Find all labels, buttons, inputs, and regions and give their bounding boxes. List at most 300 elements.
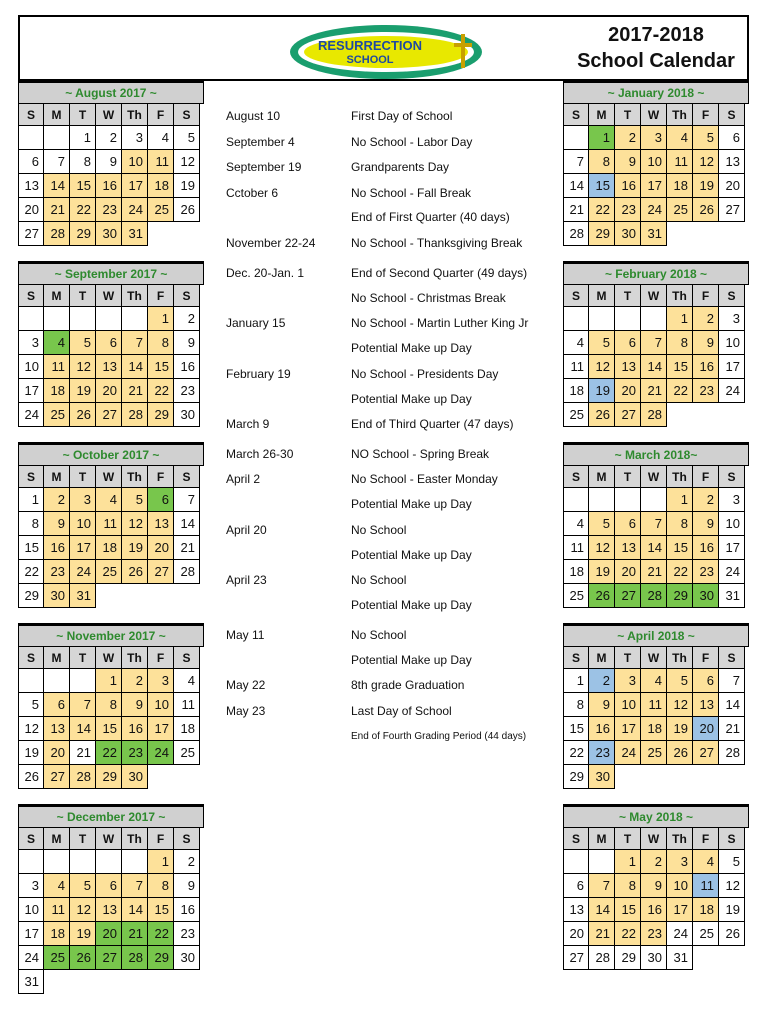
calendar-day: 1 <box>615 850 641 874</box>
calendar-day: 22 <box>96 741 122 765</box>
calendar-day: 7 <box>719 669 745 693</box>
calendar-day: 31 <box>719 584 745 608</box>
day-of-week-header: S <box>563 104 589 126</box>
calendar-day: 12 <box>18 717 44 741</box>
calendar-day: 10 <box>18 898 44 922</box>
calendar-day: 13 <box>96 898 122 922</box>
day-of-week-header: T <box>70 647 96 669</box>
calendar-day: 25 <box>96 560 122 584</box>
calendar-day: 24 <box>641 198 667 222</box>
calendar-day: 20 <box>148 536 174 560</box>
calendar-day: 21 <box>719 717 745 741</box>
calendar-day: 19 <box>667 717 693 741</box>
month-calendar <box>18 261 204 427</box>
empty-day-cell <box>693 765 719 789</box>
empty-day-cell <box>70 307 96 331</box>
calendar-day: 31 <box>641 222 667 246</box>
calendar-day: 26 <box>589 403 615 427</box>
event-description: No School - Thanksgiving Break <box>351 236 523 250</box>
calendar-day: 16 <box>174 898 200 922</box>
empty-day-cell <box>122 584 148 608</box>
month-title: ~ March 2018~ <box>563 442 749 466</box>
month-grid <box>563 466 749 608</box>
calendar-day: 26 <box>667 741 693 765</box>
calendar-day: 7 <box>70 693 96 717</box>
calendar-day: 4 <box>667 126 693 150</box>
day-of-week-header: M <box>44 104 70 126</box>
day-of-week-header: S <box>18 104 44 126</box>
calendar-day: 26 <box>70 946 96 970</box>
calendar-day: 7 <box>122 874 148 898</box>
day-of-week-header: M <box>589 285 615 307</box>
calendar-day: 14 <box>641 355 667 379</box>
day-of-week-header: W <box>96 285 122 307</box>
calendar-day: 14 <box>70 717 96 741</box>
empty-day-cell <box>174 584 200 608</box>
month-title: ~ October 2017 ~ <box>18 442 204 466</box>
calendar-day: 9 <box>615 150 641 174</box>
calendar-day: 6 <box>18 150 44 174</box>
day-of-week-header: S <box>719 104 745 126</box>
calendar-day: 12 <box>174 150 200 174</box>
calendar-day: 23 <box>122 741 148 765</box>
day-of-week-header: F <box>148 647 174 669</box>
calendar-day: 6 <box>693 669 719 693</box>
calendar-day: 27 <box>693 741 719 765</box>
calendar-day: 11 <box>563 355 589 379</box>
calendar-day: 16 <box>589 717 615 741</box>
day-of-week-header: T <box>615 104 641 126</box>
calendar-day: 11 <box>148 150 174 174</box>
calendar-day: 2 <box>44 488 70 512</box>
day-of-week-header: M <box>44 828 70 850</box>
calendar-day: 24 <box>18 946 44 970</box>
event-description: End of Fourth Grading Period (44 days) <box>351 731 527 742</box>
calendar-day: 8 <box>148 874 174 898</box>
calendar-day: 18 <box>96 536 122 560</box>
calendar-day: 1 <box>667 307 693 331</box>
month-title: ~ May 2018 ~ <box>563 804 749 828</box>
event-description: Potential Make up Day <box>351 598 472 612</box>
calendar-day: 27 <box>615 403 641 427</box>
calendar-day: 1 <box>667 488 693 512</box>
calendar-day: 10 <box>667 874 693 898</box>
month-grid <box>18 828 204 994</box>
day-of-week-header: M <box>589 647 615 669</box>
day-of-week-header: Th <box>122 285 148 307</box>
calendar-day: 10 <box>70 512 96 536</box>
calendar-day: 2 <box>174 850 200 874</box>
calendar-day: 1 <box>70 126 96 150</box>
day-of-week-header: W <box>641 828 667 850</box>
calendar-day: 6 <box>719 126 745 150</box>
empty-day-cell <box>641 307 667 331</box>
day-of-week-header: S <box>563 828 589 850</box>
day-of-week-header: S <box>563 647 589 669</box>
calendar-day: 8 <box>18 512 44 536</box>
empty-day-cell <box>44 307 70 331</box>
day-of-week-header: S <box>18 466 44 488</box>
calendar-day: 5 <box>667 669 693 693</box>
empty-day-cell <box>70 850 96 874</box>
calendar-day: 7 <box>122 331 148 355</box>
calendar-day: 4 <box>641 669 667 693</box>
empty-day-cell <box>719 222 745 246</box>
month-title: ~ August 2017 ~ <box>18 80 204 104</box>
month-title: ~ January 2018 ~ <box>563 80 749 104</box>
calendar-day: 13 <box>615 355 641 379</box>
empty-day-cell <box>148 584 174 608</box>
calendar-day: 12 <box>693 150 719 174</box>
calendar-day: 3 <box>719 488 745 512</box>
calendar-day: 30 <box>96 222 122 246</box>
empty-day-cell <box>44 669 70 693</box>
calendar-day: 28 <box>719 741 745 765</box>
calendar-day: 20 <box>18 198 44 222</box>
calendar-day: 19 <box>589 560 615 584</box>
empty-day-cell <box>589 850 615 874</box>
calendar-day: 10 <box>615 693 641 717</box>
calendar-day: 13 <box>693 693 719 717</box>
event-description: No School <box>351 573 407 587</box>
calendar-day: 28 <box>122 946 148 970</box>
calendar-day: 27 <box>96 946 122 970</box>
calendar-day: 21 <box>589 922 615 946</box>
calendar-day: 26 <box>589 584 615 608</box>
calendar-day: 3 <box>641 126 667 150</box>
empty-day-cell <box>174 970 200 994</box>
calendar-day: 20 <box>719 174 745 198</box>
calendar-day: 2 <box>693 307 719 331</box>
calendar-day: 28 <box>44 222 70 246</box>
calendar-day: 15 <box>96 717 122 741</box>
day-of-week-header: Th <box>122 647 148 669</box>
calendar-day: 15 <box>615 898 641 922</box>
day-of-week-header: W <box>96 104 122 126</box>
calendar-day: 20 <box>96 379 122 403</box>
empty-day-cell <box>667 222 693 246</box>
calendar-day: 20 <box>615 379 641 403</box>
calendar-day: 27 <box>18 222 44 246</box>
calendar-day: 10 <box>122 150 148 174</box>
calendar-day: 28 <box>641 584 667 608</box>
calendar-day: 29 <box>615 946 641 970</box>
calendar-day: 9 <box>693 512 719 536</box>
calendar-day: 18 <box>148 174 174 198</box>
empty-day-cell <box>589 488 615 512</box>
calendar-day: 14 <box>122 898 148 922</box>
event-description: Potential Make up Day <box>351 341 472 355</box>
calendar-day: 1 <box>589 126 615 150</box>
event-date: Cctober 6 <box>226 186 279 200</box>
calendar-day: 3 <box>18 331 44 355</box>
calendar-day: 2 <box>641 850 667 874</box>
event-date: April 20 <box>226 523 267 537</box>
empty-day-cell <box>70 970 96 994</box>
month-title: ~ February 2018 ~ <box>563 261 749 285</box>
event-date: May 11 <box>226 628 265 642</box>
calendar-day: 26 <box>122 560 148 584</box>
calendar-day: 16 <box>693 536 719 560</box>
month-grid <box>18 285 204 427</box>
calendar-day: 2 <box>589 669 615 693</box>
calendar-day: 10 <box>18 355 44 379</box>
event-date: March 26-30 <box>226 447 294 461</box>
calendar-day: 21 <box>122 379 148 403</box>
calendar-day: 6 <box>615 512 641 536</box>
empty-day-cell <box>148 970 174 994</box>
day-of-week-header: M <box>44 466 70 488</box>
calendar-day: 4 <box>96 488 122 512</box>
empty-day-cell <box>18 307 44 331</box>
calendar-day: 23 <box>174 379 200 403</box>
empty-day-cell <box>174 765 200 789</box>
calendar-day: 26 <box>719 922 745 946</box>
event-description: No School - Martin Luther King Jr <box>351 316 529 330</box>
calendar-day: 24 <box>70 560 96 584</box>
month-grid <box>18 104 204 246</box>
calendar-day: 24 <box>18 403 44 427</box>
day-of-week-header: S <box>719 647 745 669</box>
empty-day-cell <box>148 222 174 246</box>
calendar-day: 5 <box>122 488 148 512</box>
calendar-day: 13 <box>563 898 589 922</box>
calendar-day: 3 <box>667 850 693 874</box>
calendar-day: 12 <box>719 874 745 898</box>
calendar-day: 7 <box>563 150 589 174</box>
empty-day-cell <box>719 765 745 789</box>
calendar-day: 22 <box>667 560 693 584</box>
event-description: No School - Labor Day <box>351 135 473 149</box>
calendar-day: 3 <box>18 874 44 898</box>
day-of-week-header: Th <box>122 466 148 488</box>
calendar-day: 20 <box>96 922 122 946</box>
empty-day-cell <box>122 850 148 874</box>
title-year: 2017-2018 <box>608 24 704 46</box>
calendar-day: 7 <box>641 512 667 536</box>
calendar-day: 6 <box>44 693 70 717</box>
calendar-day: 21 <box>563 198 589 222</box>
calendar-day: 21 <box>44 198 70 222</box>
empty-day-cell <box>667 765 693 789</box>
calendar-day: 28 <box>174 560 200 584</box>
empty-day-cell <box>96 970 122 994</box>
calendar-day: 14 <box>563 174 589 198</box>
calendar-day: 2 <box>174 307 200 331</box>
calendar-day: 19 <box>70 379 96 403</box>
calendar-day: 18 <box>641 717 667 741</box>
calendar-day: 5 <box>70 874 96 898</box>
calendar-day: 27 <box>719 198 745 222</box>
day-of-week-header: S <box>563 466 589 488</box>
calendar-day: 23 <box>693 379 719 403</box>
calendar-day: 6 <box>563 874 589 898</box>
day-of-week-header: M <box>589 828 615 850</box>
month-calendar <box>18 623 204 789</box>
calendar-day: 16 <box>641 898 667 922</box>
calendar-day: 5 <box>589 331 615 355</box>
calendar-day: 23 <box>174 922 200 946</box>
calendar-day: 30 <box>589 765 615 789</box>
calendar-day: 25 <box>563 584 589 608</box>
event-date: September 4 <box>226 135 295 149</box>
calendar-day: 24 <box>667 922 693 946</box>
day-of-week-header: S <box>719 285 745 307</box>
empty-day-cell <box>18 669 44 693</box>
calendar-day: 29 <box>148 403 174 427</box>
calendar-day: 18 <box>174 717 200 741</box>
calendar-day: 7 <box>174 488 200 512</box>
calendar-day: 8 <box>148 331 174 355</box>
calendar-day: 29 <box>70 222 96 246</box>
calendar-day: 27 <box>148 560 174 584</box>
calendar-day: 8 <box>96 693 122 717</box>
empty-day-cell <box>563 307 589 331</box>
day-of-week-header: S <box>563 285 589 307</box>
empty-day-cell <box>667 403 693 427</box>
empty-day-cell <box>563 488 589 512</box>
month-calendar <box>563 261 749 427</box>
calendar-day: 5 <box>174 126 200 150</box>
day-of-week-header: F <box>693 104 719 126</box>
day-of-week-header: F <box>148 285 174 307</box>
event-date: January 15 <box>226 316 286 330</box>
empty-day-cell <box>18 850 44 874</box>
calendar-day: 15 <box>18 536 44 560</box>
day-of-week-header: T <box>615 647 641 669</box>
calendar-day: 24 <box>719 560 745 584</box>
calendar-day: 24 <box>719 379 745 403</box>
calendar-day: 9 <box>693 331 719 355</box>
calendar-day: 12 <box>122 512 148 536</box>
empty-day-cell <box>122 970 148 994</box>
day-of-week-header: S <box>174 104 200 126</box>
day-of-week-header: S <box>174 647 200 669</box>
calendar-day: 19 <box>693 174 719 198</box>
month-title: ~ April 2018 ~ <box>563 623 749 647</box>
calendar-day: 28 <box>563 222 589 246</box>
day-of-week-header: F <box>148 828 174 850</box>
calendar-day: 25 <box>44 403 70 427</box>
day-of-week-header: Th <box>667 828 693 850</box>
calendar-day: 25 <box>563 403 589 427</box>
event-date: August 10 <box>226 109 281 123</box>
calendar-day: 7 <box>589 874 615 898</box>
calendar-day: 5 <box>719 850 745 874</box>
calendar-day: 16 <box>96 174 122 198</box>
title-label: School Calendar <box>577 50 735 72</box>
calendar-day: 21 <box>641 560 667 584</box>
calendar-day: 30 <box>174 946 200 970</box>
calendar-day: 1 <box>148 307 174 331</box>
calendar-day: 5 <box>70 331 96 355</box>
calendar-day: 18 <box>44 922 70 946</box>
calendar-day: 22 <box>148 379 174 403</box>
month-grid <box>563 647 749 789</box>
calendar-day: 17 <box>148 717 174 741</box>
calendar-day: 25 <box>148 198 174 222</box>
calendar-day: 9 <box>589 693 615 717</box>
calendar-day: 19 <box>589 379 615 403</box>
calendar-day: 28 <box>70 765 96 789</box>
calendar-day: 22 <box>615 922 641 946</box>
day-of-week-header: T <box>615 828 641 850</box>
calendar-day: 4 <box>693 850 719 874</box>
day-of-week-header: S <box>18 285 44 307</box>
calendar-day: 25 <box>641 741 667 765</box>
day-of-week-header: M <box>44 285 70 307</box>
empty-day-cell <box>96 850 122 874</box>
empty-day-cell <box>563 850 589 874</box>
calendar-day: 29 <box>667 584 693 608</box>
calendar-day: 15 <box>667 355 693 379</box>
day-of-week-header: F <box>693 285 719 307</box>
calendar-day: 14 <box>174 512 200 536</box>
month-grid <box>18 466 204 608</box>
calendar-day: 11 <box>174 693 200 717</box>
calendar-day: 25 <box>693 922 719 946</box>
empty-day-cell <box>122 307 148 331</box>
calendar-day: 1 <box>148 850 174 874</box>
calendar-day: 13 <box>18 174 44 198</box>
calendar-day: 18 <box>667 174 693 198</box>
empty-day-cell <box>563 126 589 150</box>
day-of-week-header: W <box>641 466 667 488</box>
empty-day-cell <box>615 307 641 331</box>
calendar-day: 20 <box>693 717 719 741</box>
day-of-week-header: F <box>148 466 174 488</box>
calendar-day: 20 <box>563 922 589 946</box>
empty-day-cell <box>70 669 96 693</box>
day-of-week-header: W <box>96 466 122 488</box>
empty-day-cell <box>18 126 44 150</box>
calendar-day: 30 <box>174 403 200 427</box>
calendar-day: 14 <box>719 693 745 717</box>
month-calendar <box>563 80 749 246</box>
calendar-day: 3 <box>122 126 148 150</box>
calendar-day: 24 <box>148 741 174 765</box>
calendar-day: 11 <box>44 898 70 922</box>
empty-day-cell <box>96 307 122 331</box>
calendar-day: 4 <box>44 331 70 355</box>
calendar-day: 20 <box>615 560 641 584</box>
event-description: Potential Make up Day <box>351 548 472 562</box>
calendar-day: 17 <box>615 717 641 741</box>
calendar-day: 17 <box>667 898 693 922</box>
day-of-week-header: M <box>44 647 70 669</box>
event-description: NO School - Spring Break <box>351 447 490 461</box>
calendar-day: 31 <box>667 946 693 970</box>
calendar-day: 10 <box>719 331 745 355</box>
calendar-day: 2 <box>693 488 719 512</box>
calendar-day: 25 <box>44 946 70 970</box>
calendar-day: 15 <box>70 174 96 198</box>
month-title: ~ December 2017 ~ <box>18 804 204 828</box>
event-date: April 23 <box>226 573 267 587</box>
day-of-week-header: Th <box>667 104 693 126</box>
calendar-day: 17 <box>641 174 667 198</box>
calendar-day: 15 <box>667 536 693 560</box>
event-description: First Day of School <box>351 109 453 123</box>
calendar-day: 13 <box>719 150 745 174</box>
event-date: April 2 <box>226 472 261 486</box>
day-of-week-header: Th <box>122 104 148 126</box>
calendar-day: 12 <box>70 898 96 922</box>
event-description: End of Second Quarter (49 days) <box>351 266 528 280</box>
calendar-day: 18 <box>563 379 589 403</box>
calendar-day: 17 <box>18 379 44 403</box>
calendar-day: 5 <box>18 693 44 717</box>
